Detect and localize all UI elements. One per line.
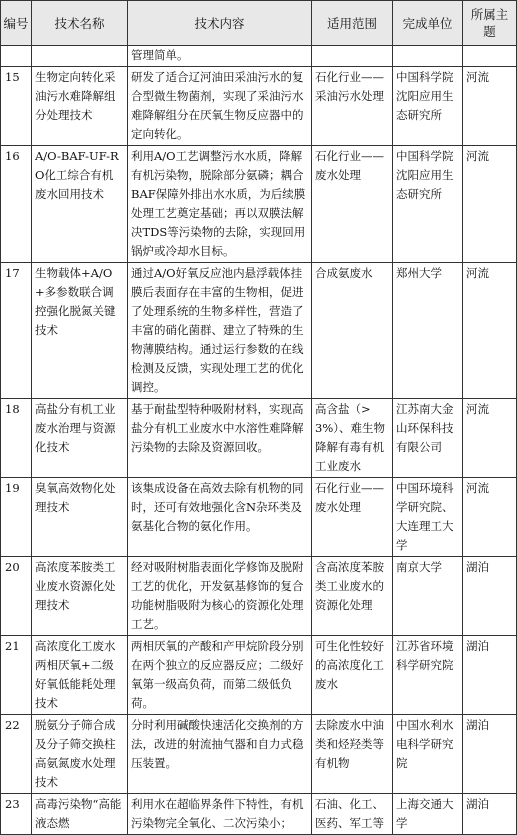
tech-scope: 石化行业——废水处理	[312, 146, 393, 263]
row-number: 17	[1, 263, 32, 399]
header-basin: 所属主题	[463, 1, 517, 46]
header-content: 技术内容	[128, 1, 312, 46]
table-row	[1, 67, 517, 146]
continued-empty-basin	[463, 46, 517, 67]
tech-content: 分时利用碱酸快速活化交换剂的方法，改进的射流抽气器和自力式稳压装置。	[128, 715, 312, 794]
tech-scope: 高含盐（>3%）、难生物降解有毒有机工业废水	[312, 399, 393, 478]
tech-name: 高浓度苯胺类工业废水资源化处理技术	[32, 557, 128, 636]
tech-scope: 合成氨废水	[312, 263, 393, 399]
tech-content: 基于耐盐型特种吸附材料，实现高盐分有机工业废水中水溶性难降解污染物的去除及资源回收。	[128, 399, 312, 478]
tech-content: 利用A/O工艺调整污水水质，降解有机污染物，脱除部分氨磷；耦合BAF保障外排出水水质，为后续膜处理工艺奠定基础；再以双膜法解决TDS等污染物的去除，实现回用锅炉或冷却水目标。	[128, 146, 312, 263]
tech-content: 经对吸附树脂表面化学修饰及脱附工艺的优化，开发氨基修饰的复合功能树脂吸附为核心的资源化处理工艺。	[128, 557, 312, 636]
tech-scope: 去除废水中油类和烃羟类等有机物	[312, 715, 393, 794]
tech-name: 臭氧高效物化处理技术	[32, 478, 128, 557]
row-number: 18	[1, 399, 32, 478]
tech-unit: 中国水利水电科学研究院	[393, 715, 463, 794]
table-row	[1, 794, 517, 835]
row-number: 23	[1, 794, 32, 835]
tech-name: 生物载体+A/O+多参数联合调控强化脱氮关键技术	[32, 263, 128, 399]
table-row	[1, 263, 517, 399]
tech-unit: 江苏南大金山环保科技有限公司	[393, 399, 463, 478]
continued-content: 管理简单。	[128, 46, 312, 67]
row-number: 16	[1, 146, 32, 263]
tech-name: 高毒污染物“高能液态燃	[32, 794, 128, 835]
table-row	[1, 399, 517, 478]
table-row	[1, 715, 517, 794]
tech-basin: 河流	[463, 263, 517, 399]
header-name: 技术名称	[32, 1, 128, 46]
row-number: 20	[1, 557, 32, 636]
tech-name: A/O-BAF-UF-RO化工综合有机废水回用技术	[32, 146, 128, 263]
header-scope: 适用范围	[312, 1, 393, 46]
row-number: 21	[1, 636, 32, 715]
tech-content: 通过A/O好氧反应池内悬浮载体挂膜后表面存在丰富的生物相，促进了处理系统的生物多样性，营造了丰富的硝化菌群、建立了特殊的生物薄膜结构。通过运行参数的在线检测及反馈，实现处理工艺的优化调控。	[128, 263, 312, 399]
tech-unit: 中国科学院沈阳应用生态研究所	[393, 67, 463, 146]
tech-basin: 河流	[463, 67, 517, 146]
tech-scope: 石油、化工、医药、军工等	[312, 794, 393, 835]
table-row	[1, 557, 517, 636]
tech-name: 高盐分有机工业废水治理与资源化技术	[32, 399, 128, 478]
row-number: 22	[1, 715, 32, 794]
tech-basin: 湖泊	[463, 794, 517, 835]
tech-content: 利用水在超临界条件下特性，有机污染物完全氧化、二次污染小；	[128, 794, 312, 835]
tech-basin: 湖泊	[463, 557, 517, 636]
table-row	[1, 146, 517, 263]
tech-unit: 郑州大学	[393, 263, 463, 399]
table-header-row	[1, 1, 517, 46]
tech-name: 生物定向转化采油污水难降解组分处理技术	[32, 67, 128, 146]
tech-scope: 石化行业——废水处理	[312, 478, 393, 557]
tech-scope: 石化行业——采油污水处理	[312, 67, 393, 146]
tech-unit: 上海交通大学	[393, 794, 463, 835]
continued-empty-name	[32, 46, 128, 67]
tech-scope: 含高浓度苯胺类工业废水的资源化处理	[312, 557, 393, 636]
tech-content: 两相厌氧的产酸和产甲烷阶段分别在两个独立的反应器反应；二级好氧第一级高负荷，而第二级低负荷。	[128, 636, 312, 715]
tech-basin: 湖泊	[463, 715, 517, 794]
continued-empty-scope	[312, 46, 393, 67]
header-unit: 完成单位	[393, 1, 463, 46]
continued-row	[1, 46, 517, 67]
tech-unit: 中国科学院沈阳应用生态研究所	[393, 146, 463, 263]
tech-name: 脱氨分子筛合成及分子筛交换柱高氨氮废水处理技术	[32, 715, 128, 794]
row-number: 15	[1, 67, 32, 146]
tech-name: 高浓度化工废水两相厌氧+二级好氧低能耗处理技术	[32, 636, 128, 715]
tech-basin: 湖泊	[463, 636, 517, 715]
tech-unit: 南京大学	[393, 557, 463, 636]
table-row	[1, 636, 517, 715]
tech-content: 该集成设备在高效去除有机物的同时，还可有效地强化含N杂环类及氨基化合物的氨化作用。	[128, 478, 312, 557]
tech-basin: 河流	[463, 478, 517, 557]
continued-empty-number	[1, 46, 32, 67]
continued-empty-unit	[393, 46, 463, 67]
tech-basin: 河流	[463, 146, 517, 263]
tech-basin: 河流	[463, 399, 517, 478]
table-row	[1, 478, 517, 557]
header-number: 编号	[1, 1, 32, 46]
tech-unit: 江苏省环境科学研究院	[393, 636, 463, 715]
row-number: 19	[1, 478, 32, 557]
tech-scope: 可生化性较好的高浓度化工废水	[312, 636, 393, 715]
tech-content: 研发了适合辽河油田采油污水的复合型微生物菌剂，实现了采油污水难降解组分在厌氧生物反应器中的定向转化。	[128, 67, 312, 146]
tech-unit: 中国环境科学研究院、大连理工大学	[393, 478, 463, 557]
